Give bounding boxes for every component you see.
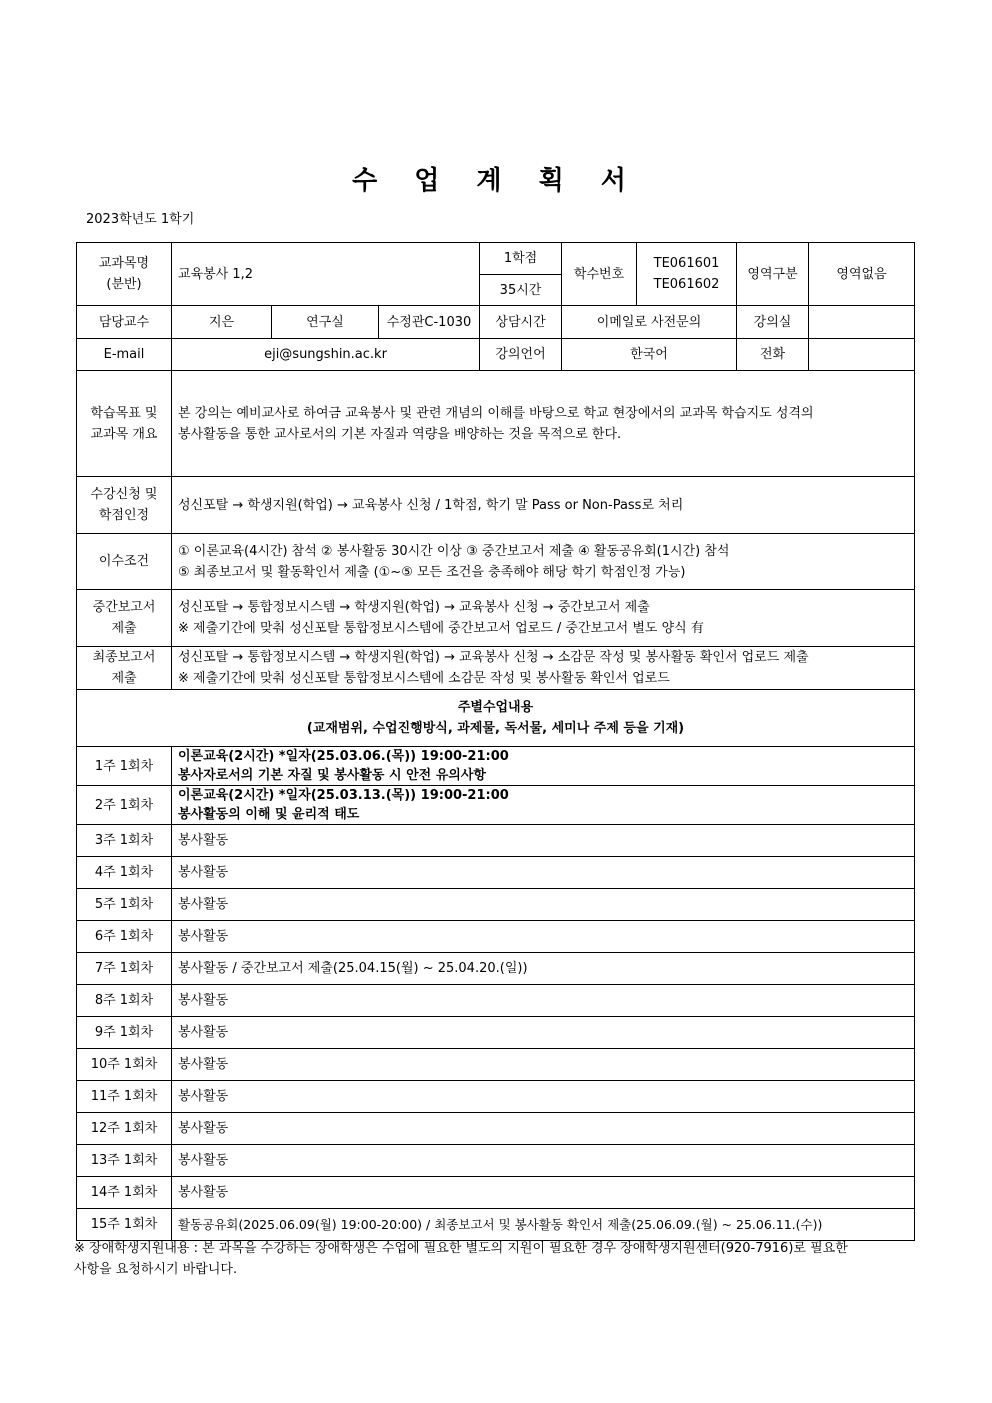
consult-label: 상담시간 (480, 306, 562, 339)
hours-value: 35시간 (480, 275, 562, 306)
midterm-text: 성신포탈 → 통합정보시스템 → 학생지원(학업) → 교육봉사 신청 → 중간보고서 제출 ※ 제출기간에 맞춰 성신포탈 통합정보시스템에 중간보고서 업로드 / 중간보고서 별도 양식 有 (172, 590, 915, 647)
course-code-value: TE061601 TE061602 (637, 243, 737, 306)
week-label: 14주 1회차 (77, 1177, 172, 1209)
area-label: 영역구분 (737, 243, 809, 306)
table-row (77, 1209, 915, 1241)
week-content: 봉사활동 (172, 1145, 915, 1177)
week-label: 11주 1회차 (77, 1081, 172, 1113)
week-content: 봉사활동 (172, 857, 915, 889)
table-row (77, 889, 915, 921)
classroom-label: 강의실 (737, 306, 809, 339)
objective-text: 본 강의는 예비교사로 하여금 교육봉사 및 관련 개념의 이해를 바탕으로 학교 현장에서의 교과목 학습지도 성격의 봉사활동을 통한 교사로서의 기본 자질과 역량을 배양하는 것을 목적으로 한다. (172, 371, 915, 477)
professor-name: 지은 (172, 306, 272, 339)
area-value: 영역없음 (809, 243, 915, 306)
week-label: 12주 1회차 (77, 1113, 172, 1145)
final-report-text: 성신포탈 → 통합정보시스템 → 학생지원(학업) → 교육봉사 신청 → 소감문 작성 및 봉사활동 확인서 업로드 제출 ※ 제출기간에 맞춰 성신포탈 통합정보시스템에 소감문 작성 및 봉사활동 확인서 업로드 (172, 647, 915, 690)
language-label: 강의언어 (480, 339, 562, 371)
week-content: 봉사활동 (172, 825, 915, 857)
email-value: eji@sungshin.ac.kr (172, 339, 480, 371)
week-content: 이론교육(2시간) *일자(25.03.13.(목)) 19:00-21:00 봉사활동의 이해 및 윤리적 태도 (172, 786, 915, 825)
table-row (77, 1113, 915, 1145)
course-name-value: 교육봉사 1,2 (172, 243, 480, 306)
professor-label: 담당교수 (77, 306, 172, 339)
week-label: 3주 1회차 (77, 825, 172, 857)
semester-label: 2023학년도 1학기 (86, 212, 195, 227)
email-label: E-mail (77, 339, 172, 371)
table-row (77, 1145, 915, 1177)
weekly-header: 주별수업내용 (교재범위, 수업진행방식, 과제물, 독서물, 세미나 주제 등을 기재) (77, 690, 915, 747)
week-content: 봉사활동 (172, 1081, 915, 1113)
table-row (77, 921, 915, 953)
office-value: 수정관C-1030 (379, 306, 480, 339)
registration-text: 성신포탈 → 학생지원(학업) → 교육봉사 신청 / 1학점, 학기 말 Pass or Non-Pass로 처리 (172, 477, 915, 534)
table-row (77, 953, 915, 985)
week-content: 봉사활동 (172, 921, 915, 953)
phone-value (809, 339, 915, 371)
table-row (77, 1081, 915, 1113)
week-content: 봉사활동 (172, 1113, 915, 1145)
phone-label: 전화 (737, 339, 809, 371)
course-code-label: 학수번호 (562, 243, 637, 306)
week-label: 4주 1회차 (77, 857, 172, 889)
syllabus-table (76, 242, 915, 1241)
midterm-label: 중간보고서 제출 (77, 590, 172, 647)
table-row (77, 786, 915, 825)
course-name-label: 교과목명 (분반) (77, 243, 172, 306)
week-label: 6주 1회차 (77, 921, 172, 953)
week-label: 5주 1회차 (77, 889, 172, 921)
objective-label: 학습목표 및 교과목 개요 (77, 371, 172, 477)
week-content: 봉사활동 (172, 985, 915, 1017)
consult-value: 이메일로 사전문의 (562, 306, 737, 339)
page-title: 수 업 계 획 서 (352, 166, 640, 196)
registration-label: 수강신청 및 학점인정 (77, 477, 172, 534)
week-label: 2주 1회차 (77, 786, 172, 825)
week-label: 13주 1회차 (77, 1145, 172, 1177)
table-row (77, 747, 915, 786)
week-label: 10주 1회차 (77, 1049, 172, 1081)
week-label: 7주 1회차 (77, 953, 172, 985)
language-value: 한국어 (562, 339, 737, 371)
week-content: 이론교육(2시간) *일자(25.03.06.(목)) 19:00-21:00 봉사자로서의 기본 자질 및 봉사활동 시 안전 유의사항 (172, 747, 915, 786)
table-row (77, 857, 915, 889)
final-report-label: 최종보고서 제출 (77, 647, 172, 690)
table-row (77, 985, 915, 1017)
office-label: 연구실 (272, 306, 379, 339)
credit-value: 1학점 (480, 243, 562, 275)
week-content: 봉사활동 (172, 1049, 915, 1081)
week-label: 8주 1회차 (77, 985, 172, 1017)
table-row (77, 1017, 915, 1049)
table-row (77, 1177, 915, 1209)
week-content: 봉사활동 (172, 1177, 915, 1209)
completion-text: ① 이론교육(4시간) 참석 ② 봉사활동 30시간 이상 ③ 중간보고서 제출 ④ 활동공유회(1시간) 참석 ⑤ 최종보고서 및 활동확인서 제출 (①~⑤ 모든 조건을 충족해야 해당 학기 학점인정 가능) (172, 534, 915, 590)
week-content: 봉사활동 (172, 889, 915, 921)
week-label: 1주 1회차 (77, 747, 172, 786)
week-content: 봉사활동 (172, 1017, 915, 1049)
week-content: 활동공유회(2025.06.09(월) 19:00-20:00) / 최종보고서 및 봉사활동 확인서 제출(25.06.09.(월) ~ 25.06.11.(수)) (172, 1209, 915, 1241)
classroom-value (809, 306, 915, 339)
accessibility-footnote: ※ 장애학생지원내용 : 본 과목을 수강하는 장애학생은 수업에 필요한 별도의 지원이 필요한 경우 장애학생지원센터(920-7916)로 필요한 사항을 요청하시기 바랍니다. (74, 1241, 848, 1277)
completion-label: 이수조건 (77, 534, 172, 590)
week-label: 9주 1회차 (77, 1017, 172, 1049)
table-row (77, 1049, 915, 1081)
table-row (77, 825, 915, 857)
week-label: 15주 1회차 (77, 1209, 172, 1241)
week-content: 봉사활동 / 중간보고서 제출(25.04.15(월) ~ 25.04.20.(일)) (172, 953, 915, 985)
